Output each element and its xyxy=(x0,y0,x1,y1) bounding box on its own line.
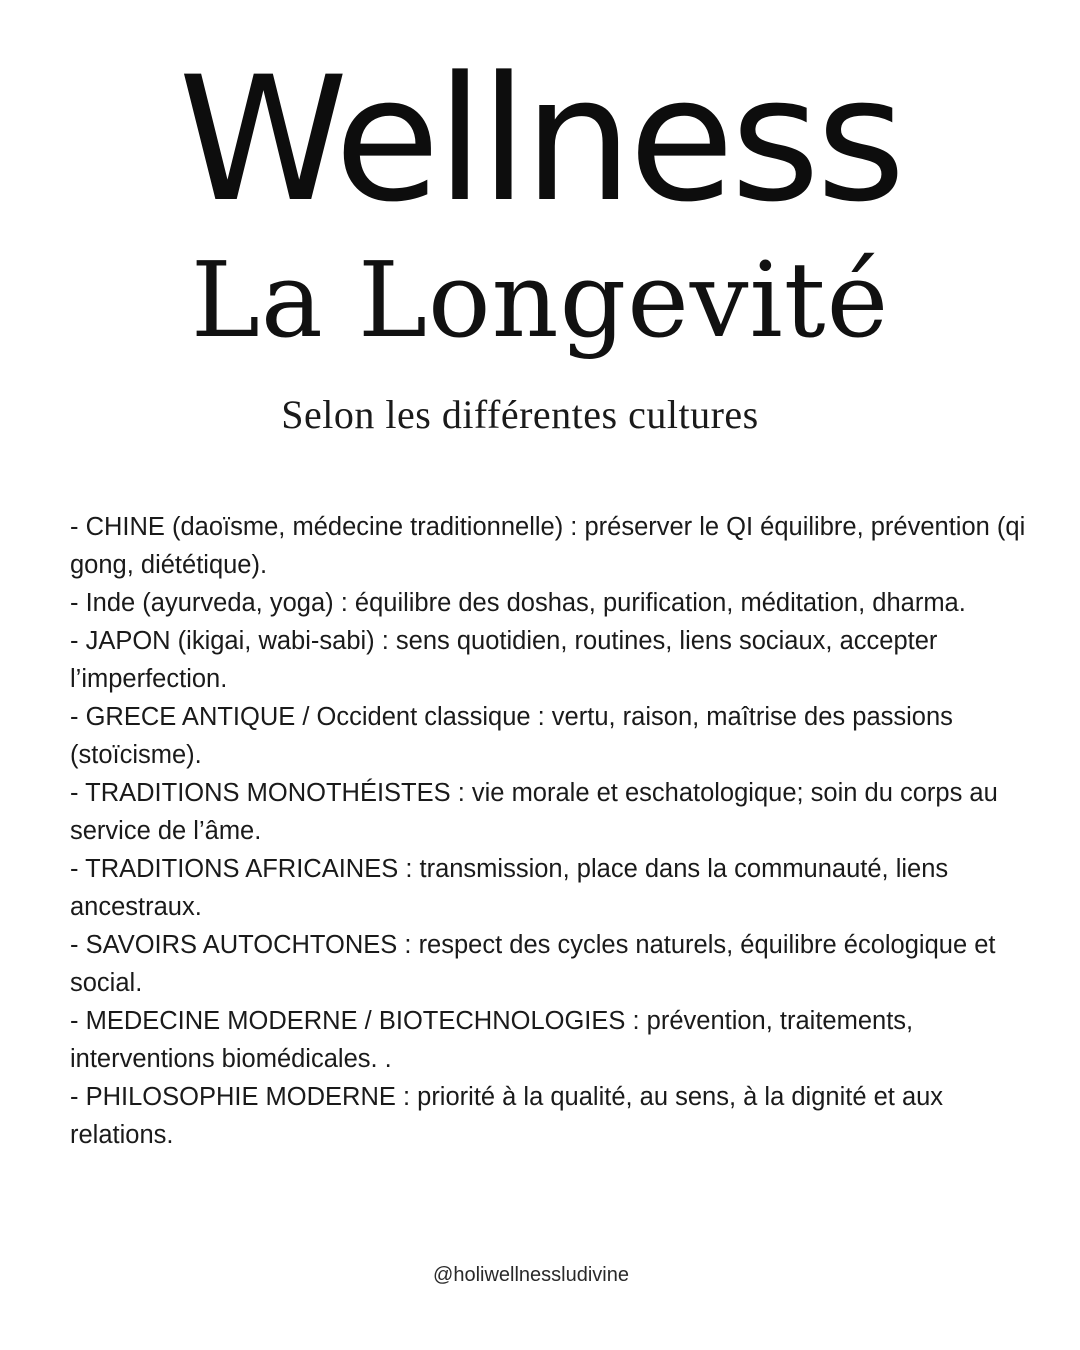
page-tagline: Selon les différentes cultures xyxy=(281,392,759,437)
page-subtitle: La Longevité xyxy=(190,239,890,361)
list-item: - TRADITIONS AFRICAINES : transmission, place dans la communauté, liens ancestraux. xyxy=(70,855,949,921)
list-item: - JAPON (ikigai, wabi-sabi) : sens quotidien, routines, liens sociaux, accepter l’imperfection. xyxy=(70,627,938,693)
list-item: - GRECE ANTIQUE / Occident classique : vertu, raison, maîtrise des passions (stoïcisme). xyxy=(70,703,953,769)
list-item: - MEDECINE MODERNE / BIOTECHNOLOGIES : prévention, traitements, interventions biomédicales. . xyxy=(70,1007,914,1073)
list-item: - SAVOIRS AUTOCHTONES : respect des cycles naturels, équilibre écologique et social. xyxy=(70,931,996,997)
list-item: - TRADITIONS MONOTHÉISTES : vie morale et eschatologique; soin du corps au service de l’âme. xyxy=(70,779,998,845)
culture-list xyxy=(70,508,1030,1154)
page-title: Wellness xyxy=(178,39,902,240)
author-handle: @holiwellnessludivine xyxy=(433,1264,629,1286)
list-item: - Inde (ayurveda, yoga) : équilibre des doshas, purification, méditation, dharma. xyxy=(70,589,966,617)
list-item: - CHINE (daoïsme, médecine traditionnelle) : préserver le QI équilibre, prévention (qi gong, diététique). xyxy=(70,513,1026,579)
list-item: - PHILOSOPHIE MODERNE : priorité à la qualité, au sens, à la dignité et aux relations. xyxy=(70,1083,944,1149)
